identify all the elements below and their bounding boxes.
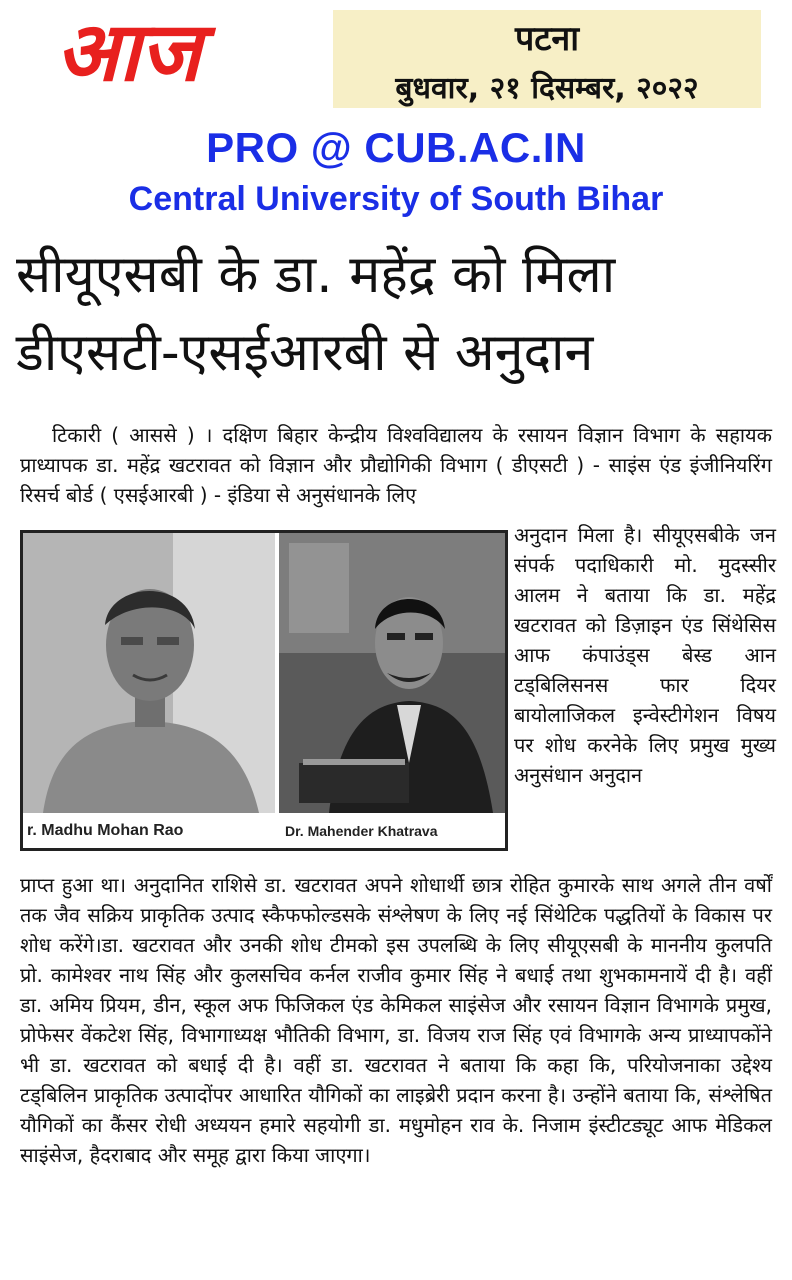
university-name: Central University of South Bihar: [128, 180, 664, 218]
newspaper-logo: [50, 6, 300, 96]
photo-mahender-khatravat: [279, 533, 505, 813]
logo-text: आज: [56, 6, 201, 96]
publication-date: बुधवार, २१ दिसम्बर, २०२२: [395, 71, 699, 106]
article-intro: टिकारी ( आससे ) । दक्षिण बिहार केन्द्रीय विश्वविद्यालय के रसायन विज्ञान विभाग के सहायक प्राध्यापक डा. महेंद्र खटरावत को विज्ञान और प्रौद्योगिकी विभाग ( डीएसटी ) - साइंस एंड इंजीनियरिंग रिसर्च बोर्ड ( एसईआरबी ) - इंडिया से अनुसंधानके लिए: [20, 423, 772, 507]
article-headline: [16, 236, 776, 392]
city-name: पटना: [514, 19, 580, 59]
article-body: प्राप्त हुआ था। अनुदानित राशिसे डा. खटरावत अपने शोधार्थी छात्र रोहित कुमारके साथ अगले तीन वर्षों तक जैव सक्रिय प्राकृतिक उत्पाद स्कैफफोल्डसके संश्लेषण के लिए नई सिंथेटिक पद्धतियों के विकास पर शोध करेंगे।डा. खटरावत और उनकी शोध टीमको इस उपलब्धि के लिए सीयूएसबी के माननीय कुलपति प्रो. कामेश्वर नाथ सिंह और कुलसचिव कर्नल राजीव कुमार सिंह ने बधाई तथा शुभकामनायें दी है। वहीं डा. अमिय प्रियम, डीन, स्कूल अफ फिजिकल एंड केमिकल साइंसेज और रसायन विज्ञान विभागके प्रमुख, प्रोफेसर वेंकटेश सिंह, विभागाध्यक्ष भौतिकी विभाग, डा. विजय राज सिंह एवं विभागके अन्य प्राध्यापकोंने भी डा. खटरावत को बधाई दी है। वहीं डा. खटरावत ने बताया कि कहा कि, परियोजनाका उद्देश्य टड्बिलिन प्राकृतिक उत्पादोंपर आधारित यौगिकों का लाइब्रेरी प्रदान करना है। उन्होंने बताया कि, संश्लेषित यौगिकों का कैंसर रोधी अध्ययन हमारे सहयोगी डा. मधुमोहन राव के. निजाम इंस्टीटड्यूट आफ मेडिकल साइंसेज, हैदराबाद और समूह द्वारा किया जाएगा।: [20, 873, 772, 1167]
caption-left: r. Madhu Mohan Rao: [27, 822, 184, 839]
headline-line-2: डीएसटी-एसईआरबी से अनुदान: [16, 323, 594, 383]
headline-line-1: सीयूएसबी के डा. महेंद्र को मिला: [16, 245, 616, 305]
caption-right: Dr. Mahender Khatrava: [285, 823, 438, 839]
photo-madhu-mohan-rao: [23, 533, 275, 813]
dateline-box: [333, 10, 761, 108]
pro-email: PRO @ CUB.AC.IN: [206, 124, 586, 171]
article-side-column: अनुदान मिला है। सीयूएसबीके जन संपर्क पदाधिकारी मो. मुदस्सीर आलम ने बताया कि डा. महेंद्र खटरावत को डिज़ाइन एंड सिंथेसिस आफ कंपाउंड्स बेस्ड आन टड्बिलिसनस फार दियर बायोलाजिकल इन्वेस्टीगेशन विषय पर शोध करनेके लिए प्रमुख मुख्य अनुसंधान अनुदान: [514, 523, 776, 787]
photo-block: [20, 530, 508, 851]
